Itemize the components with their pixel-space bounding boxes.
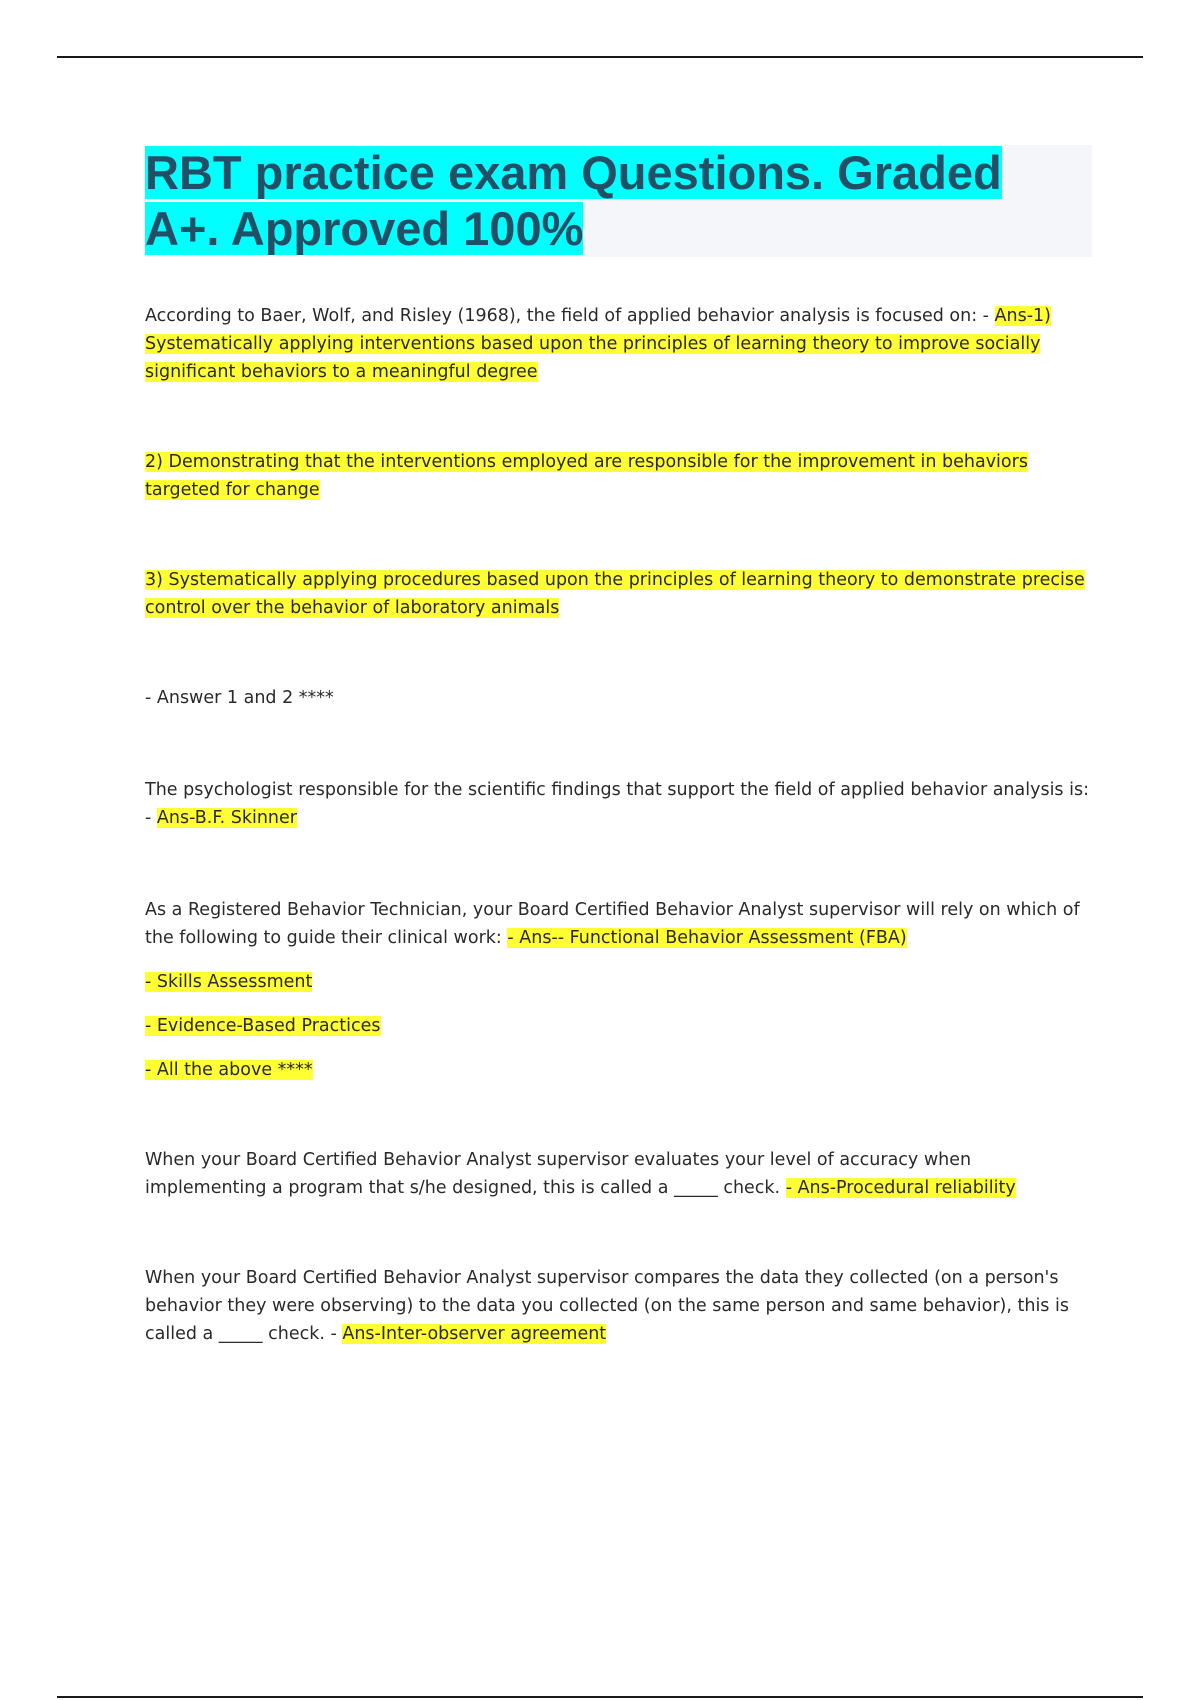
bottom-rule: [57, 1696, 1143, 1698]
page-title: RBT practice exam Questions. Graded A+. Approved 100%: [145, 146, 1002, 255]
question-3-option: - Skills Assessment: [145, 972, 313, 992]
question-3: As a Registered Behavior Technician, your Board Certified Behavior Analyst supervisor will rely on which of the following to guide their clinical work: - Ans-- Functional Behavior Assessment (FBA): [145, 900, 1080, 948]
answer-highlight: - Ans-Procedural reliability: [785, 1178, 1016, 1198]
top-rule: [57, 56, 1143, 58]
question-3-option: - All the above ****: [145, 1060, 313, 1080]
question-4: When your Board Certified Behavior Analyst supervisor evaluates your level of accuracy when implementing a program that s/he designed, this is called a _____ check. - Ans-Procedural reliability: [145, 1150, 1016, 1198]
question-5: When your Board Certified Behavior Analyst supervisor compares the data they collected (on a person's behavior they were observing) to the data you collected (on the same person and same behavior), this is called a _____ check. - Ans-Inter-observer agreement: [145, 1268, 1069, 1344]
answer-highlight: Ans-B.F. Skinner: [156, 808, 297, 828]
answer-highlight: Ans-1) Systematically applying interventions based upon the principles of learning theory to improve socially significant behaviors to a meaningful degree: [145, 306, 1052, 382]
question-1-final: - Answer 1 and 2 ****: [145, 688, 334, 708]
answer-highlight: - Ans-- Functional Behavior Assessment (FBA): [507, 928, 907, 948]
question-1-answer-3: 3) Systematically applying procedures based upon the principles of learning theory to demonstrate precise control over the behavior of laboratory animals: [145, 570, 1085, 618]
question-1-answer-2: 2) Demonstrating that the interventions employed are responsible for the improvement in behaviors targeted for change: [145, 452, 1028, 500]
answer-highlight: Ans-Inter-observer agreement: [342, 1324, 607, 1344]
title-box: [145, 145, 1092, 257]
question-2: The psychologist responsible for the scientific findings that support the field of applied behavior analysis is: - Ans-B.F. Skinner: [145, 780, 1089, 828]
question-3-option: - Evidence-Based Practices: [145, 1016, 381, 1036]
question-1: According to Baer, Wolf, and Risley (1968), the field of applied behavior analysis is focused on: - Ans-1) Systematically applying interventions based upon the principles of learning theory to improve socially significant behaviors to a meaningful degree: [145, 306, 1052, 382]
document-body: [145, 302, 1095, 1348]
